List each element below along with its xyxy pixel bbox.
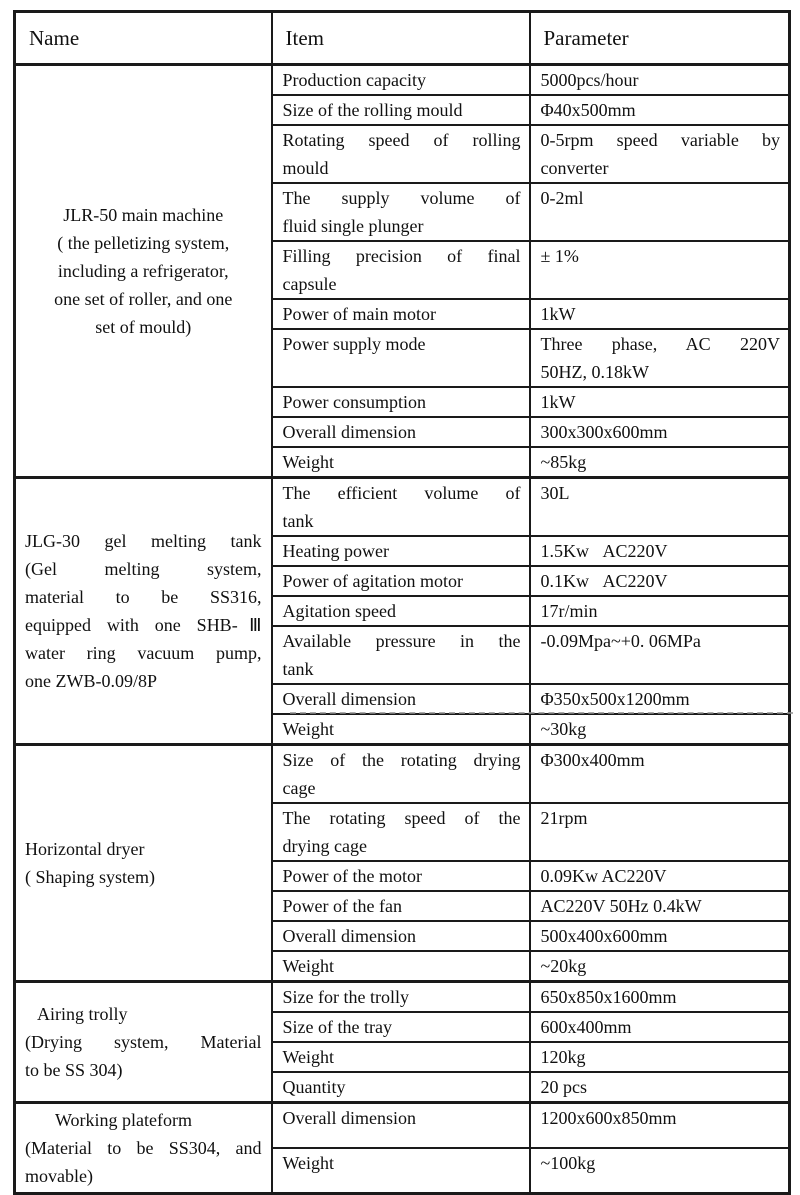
text-line: The supply volume of — [282, 188, 521, 208]
text-line: Power of agitation motor — [282, 571, 463, 591]
parameter-cell — [530, 241, 790, 299]
text-line: Weight — [282, 1153, 335, 1173]
parameter-cell — [530, 982, 790, 1013]
text-line: converter — [540, 158, 609, 178]
parameter-cell — [530, 329, 790, 387]
parameter-cell — [530, 95, 790, 125]
text-line: one set of roller, and one — [54, 289, 233, 309]
spec-table-body — [15, 65, 790, 1194]
text-line: ~85kg — [540, 452, 587, 472]
text-line: 17r/min — [540, 601, 598, 621]
text-line: 0-2ml — [540, 188, 584, 208]
text-line: Overall dimension — [282, 422, 416, 442]
parameter-cell — [530, 387, 790, 417]
item-cell — [272, 861, 530, 891]
text-line: capsule — [282, 274, 337, 294]
item-cell — [272, 1148, 530, 1194]
text-line: ~20kg — [540, 956, 587, 976]
text-line: Weight — [282, 452, 335, 472]
header-item: Item — [272, 12, 530, 65]
item-cell — [272, 417, 530, 447]
text-line: Φ40x500mm — [540, 100, 636, 120]
text-line: Power of the fan — [282, 896, 402, 916]
text-line: 650x850x1600mm — [540, 987, 677, 1007]
parameter-cell — [530, 536, 790, 566]
text-line: set of mould) — [95, 317, 192, 337]
text-line: (Drying system, Material — [25, 1032, 262, 1052]
text-line: Production capacity — [282, 70, 426, 90]
text-line: Overall dimension — [282, 926, 416, 946]
text-line: Available pressure in the — [282, 631, 521, 651]
text-line: 50HZ, 0.18kW — [540, 362, 649, 382]
text-line: 20 pcs — [540, 1077, 587, 1097]
parameter-cell — [530, 596, 790, 626]
text-line: Working plateform — [55, 1110, 193, 1130]
parameter-cell — [530, 1012, 790, 1042]
text-line: 300x300x600mm — [540, 422, 668, 442]
header-name: Name — [15, 12, 272, 65]
parameter-cell — [530, 1103, 790, 1149]
item-cell — [272, 982, 530, 1013]
text-line: (Material to be SS304, and — [25, 1138, 262, 1158]
text-line: tank — [282, 511, 314, 531]
equipment-name-cell — [15, 1103, 272, 1194]
equipment-name-cell — [15, 745, 272, 982]
item-cell — [272, 65, 530, 96]
text-line: 0-5rpm speed variable by — [540, 130, 780, 150]
text-line: Quantity — [282, 1077, 346, 1097]
parameter-cell — [530, 566, 790, 596]
text-line: Φ300x400mm — [540, 750, 645, 770]
item-cell — [272, 95, 530, 125]
text-line: Airing trolly — [37, 1004, 128, 1024]
item-cell — [272, 891, 530, 921]
parameter-cell — [530, 921, 790, 951]
parameter-cell — [530, 626, 790, 684]
item-cell — [272, 626, 530, 684]
equipment-name-cell — [15, 982, 272, 1103]
text-line: Φ350x500x1200mm — [540, 689, 690, 709]
text-line: The rotating speed of the — [282, 808, 521, 828]
item-cell — [272, 596, 530, 626]
text-line: Power consumption — [282, 392, 426, 412]
text-line: drying cage — [282, 836, 367, 856]
item-cell — [272, 714, 530, 745]
parameter-cell — [530, 714, 790, 745]
text-line: tank — [282, 659, 314, 679]
item-cell — [272, 329, 530, 387]
text-line: (Gel melting system, — [25, 559, 262, 579]
table-row — [15, 478, 790, 537]
text-line: 600x400mm — [540, 1017, 632, 1037]
text-line: material to be SS316, — [25, 587, 262, 607]
text-line: Three phase, AC 220V — [540, 334, 780, 354]
text-line: Size of the tray — [282, 1017, 392, 1037]
item-cell — [272, 299, 530, 329]
parameter-cell — [530, 803, 790, 861]
item-cell — [272, 241, 530, 299]
text-line: ± 1% — [540, 246, 579, 266]
parameter-cell — [530, 684, 790, 714]
item-cell — [272, 566, 530, 596]
text-line: Rotating speed of rolling — [282, 130, 521, 150]
text-line: 1.5Kw AC220V — [540, 541, 668, 561]
item-cell — [272, 745, 530, 804]
text-line: 0.09Kw AC220V — [540, 866, 667, 886]
item-cell — [272, 447, 530, 478]
text-line: mould — [282, 158, 329, 178]
parameter-cell — [530, 861, 790, 891]
text-line: Horizontal dryer — [25, 839, 145, 859]
text-line: to be SS 304) — [25, 1060, 123, 1080]
text-line: ~100kg — [540, 1153, 596, 1173]
text-line: 30L — [540, 483, 570, 503]
text-line: 500x400x600mm — [540, 926, 668, 946]
text-line: Filling precision of final — [282, 246, 521, 266]
item-cell — [272, 951, 530, 982]
parameter-cell — [530, 478, 790, 537]
text-line: ( Shaping system) — [25, 867, 155, 887]
text-line: JLG-30 gel melting tank — [25, 531, 262, 551]
parameter-cell — [530, 1072, 790, 1103]
item-cell — [272, 1103, 530, 1149]
item-cell — [272, 183, 530, 241]
parameter-cell — [530, 299, 790, 329]
table-row — [15, 1103, 790, 1149]
text-line: Weight — [282, 1047, 335, 1067]
item-cell — [272, 803, 530, 861]
text-line: fluid single plunger — [282, 216, 424, 236]
parameter-cell — [530, 951, 790, 982]
table-row — [15, 982, 790, 1013]
text-line: one ZWB-0.09/8P — [25, 671, 157, 691]
text-line: movable) — [25, 1166, 93, 1186]
text-line: Overall dimension — [282, 1108, 416, 1128]
equipment-name-cell — [15, 65, 272, 478]
text-line: AC220V 50Hz 0.4kW — [540, 896, 702, 916]
header-parameter: Parameter — [530, 12, 790, 65]
text-line: Agitation speed — [282, 601, 396, 621]
parameter-cell — [530, 745, 790, 804]
parameter-cell — [530, 1042, 790, 1072]
parameter-cell — [530, 447, 790, 478]
text-line: 0.1Kw AC220V — [540, 571, 668, 591]
text-line: ~30kg — [540, 719, 587, 739]
text-line: Size of the rotating drying — [282, 750, 521, 770]
text-line: ( the pelletizing system, — [57, 233, 230, 253]
table-row — [15, 65, 790, 96]
text-line: Weight — [282, 956, 335, 976]
text-line: including a refrigerator, — [57, 261, 229, 281]
header-row — [15, 12, 790, 65]
item-cell — [272, 1042, 530, 1072]
text-line: 120kg — [540, 1047, 586, 1067]
text-line: The efficient volume of — [282, 483, 521, 503]
equipment-name-cell — [15, 478, 272, 745]
table-row — [15, 745, 790, 804]
text-line: Size of the rolling mould — [282, 100, 463, 120]
parameter-cell — [530, 1148, 790, 1194]
text-line: 1kW — [540, 304, 576, 324]
item-cell — [272, 387, 530, 417]
text-line: JLR-50 main machine — [63, 205, 224, 225]
parameter-cell — [530, 65, 790, 96]
text-line: water ring vacuum pump, — [25, 643, 262, 663]
text-line: 5000pcs/hour — [540, 70, 639, 90]
item-cell — [272, 125, 530, 183]
text-line: Overall dimension — [282, 689, 416, 709]
spec-table — [13, 10, 791, 1195]
text-line: Power of the motor — [282, 866, 422, 886]
item-cell — [272, 1072, 530, 1103]
parameter-cell — [530, 891, 790, 921]
parameter-cell — [530, 125, 790, 183]
item-cell — [272, 684, 530, 714]
text-line: equipped with one SHB-Ⅲ — [25, 615, 262, 635]
text-line: 21rpm — [540, 808, 588, 828]
text-line: Heating power — [282, 541, 389, 561]
text-line: Weight — [282, 719, 335, 739]
text-line: Size for the trolly — [282, 987, 409, 1007]
text-line: Power supply mode — [282, 334, 426, 354]
text-line: Power of main motor — [282, 304, 436, 324]
item-cell — [272, 536, 530, 566]
item-cell — [272, 1012, 530, 1042]
text-line: 1200x600x850mm — [540, 1108, 677, 1128]
item-cell — [272, 921, 530, 951]
parameter-cell — [530, 417, 790, 447]
parameter-cell — [530, 183, 790, 241]
item-cell — [272, 478, 530, 537]
text-line: 1kW — [540, 392, 576, 412]
text-line: cage — [282, 778, 316, 798]
text-line: -0.09Mpa~+0. 06MPa — [540, 631, 701, 651]
